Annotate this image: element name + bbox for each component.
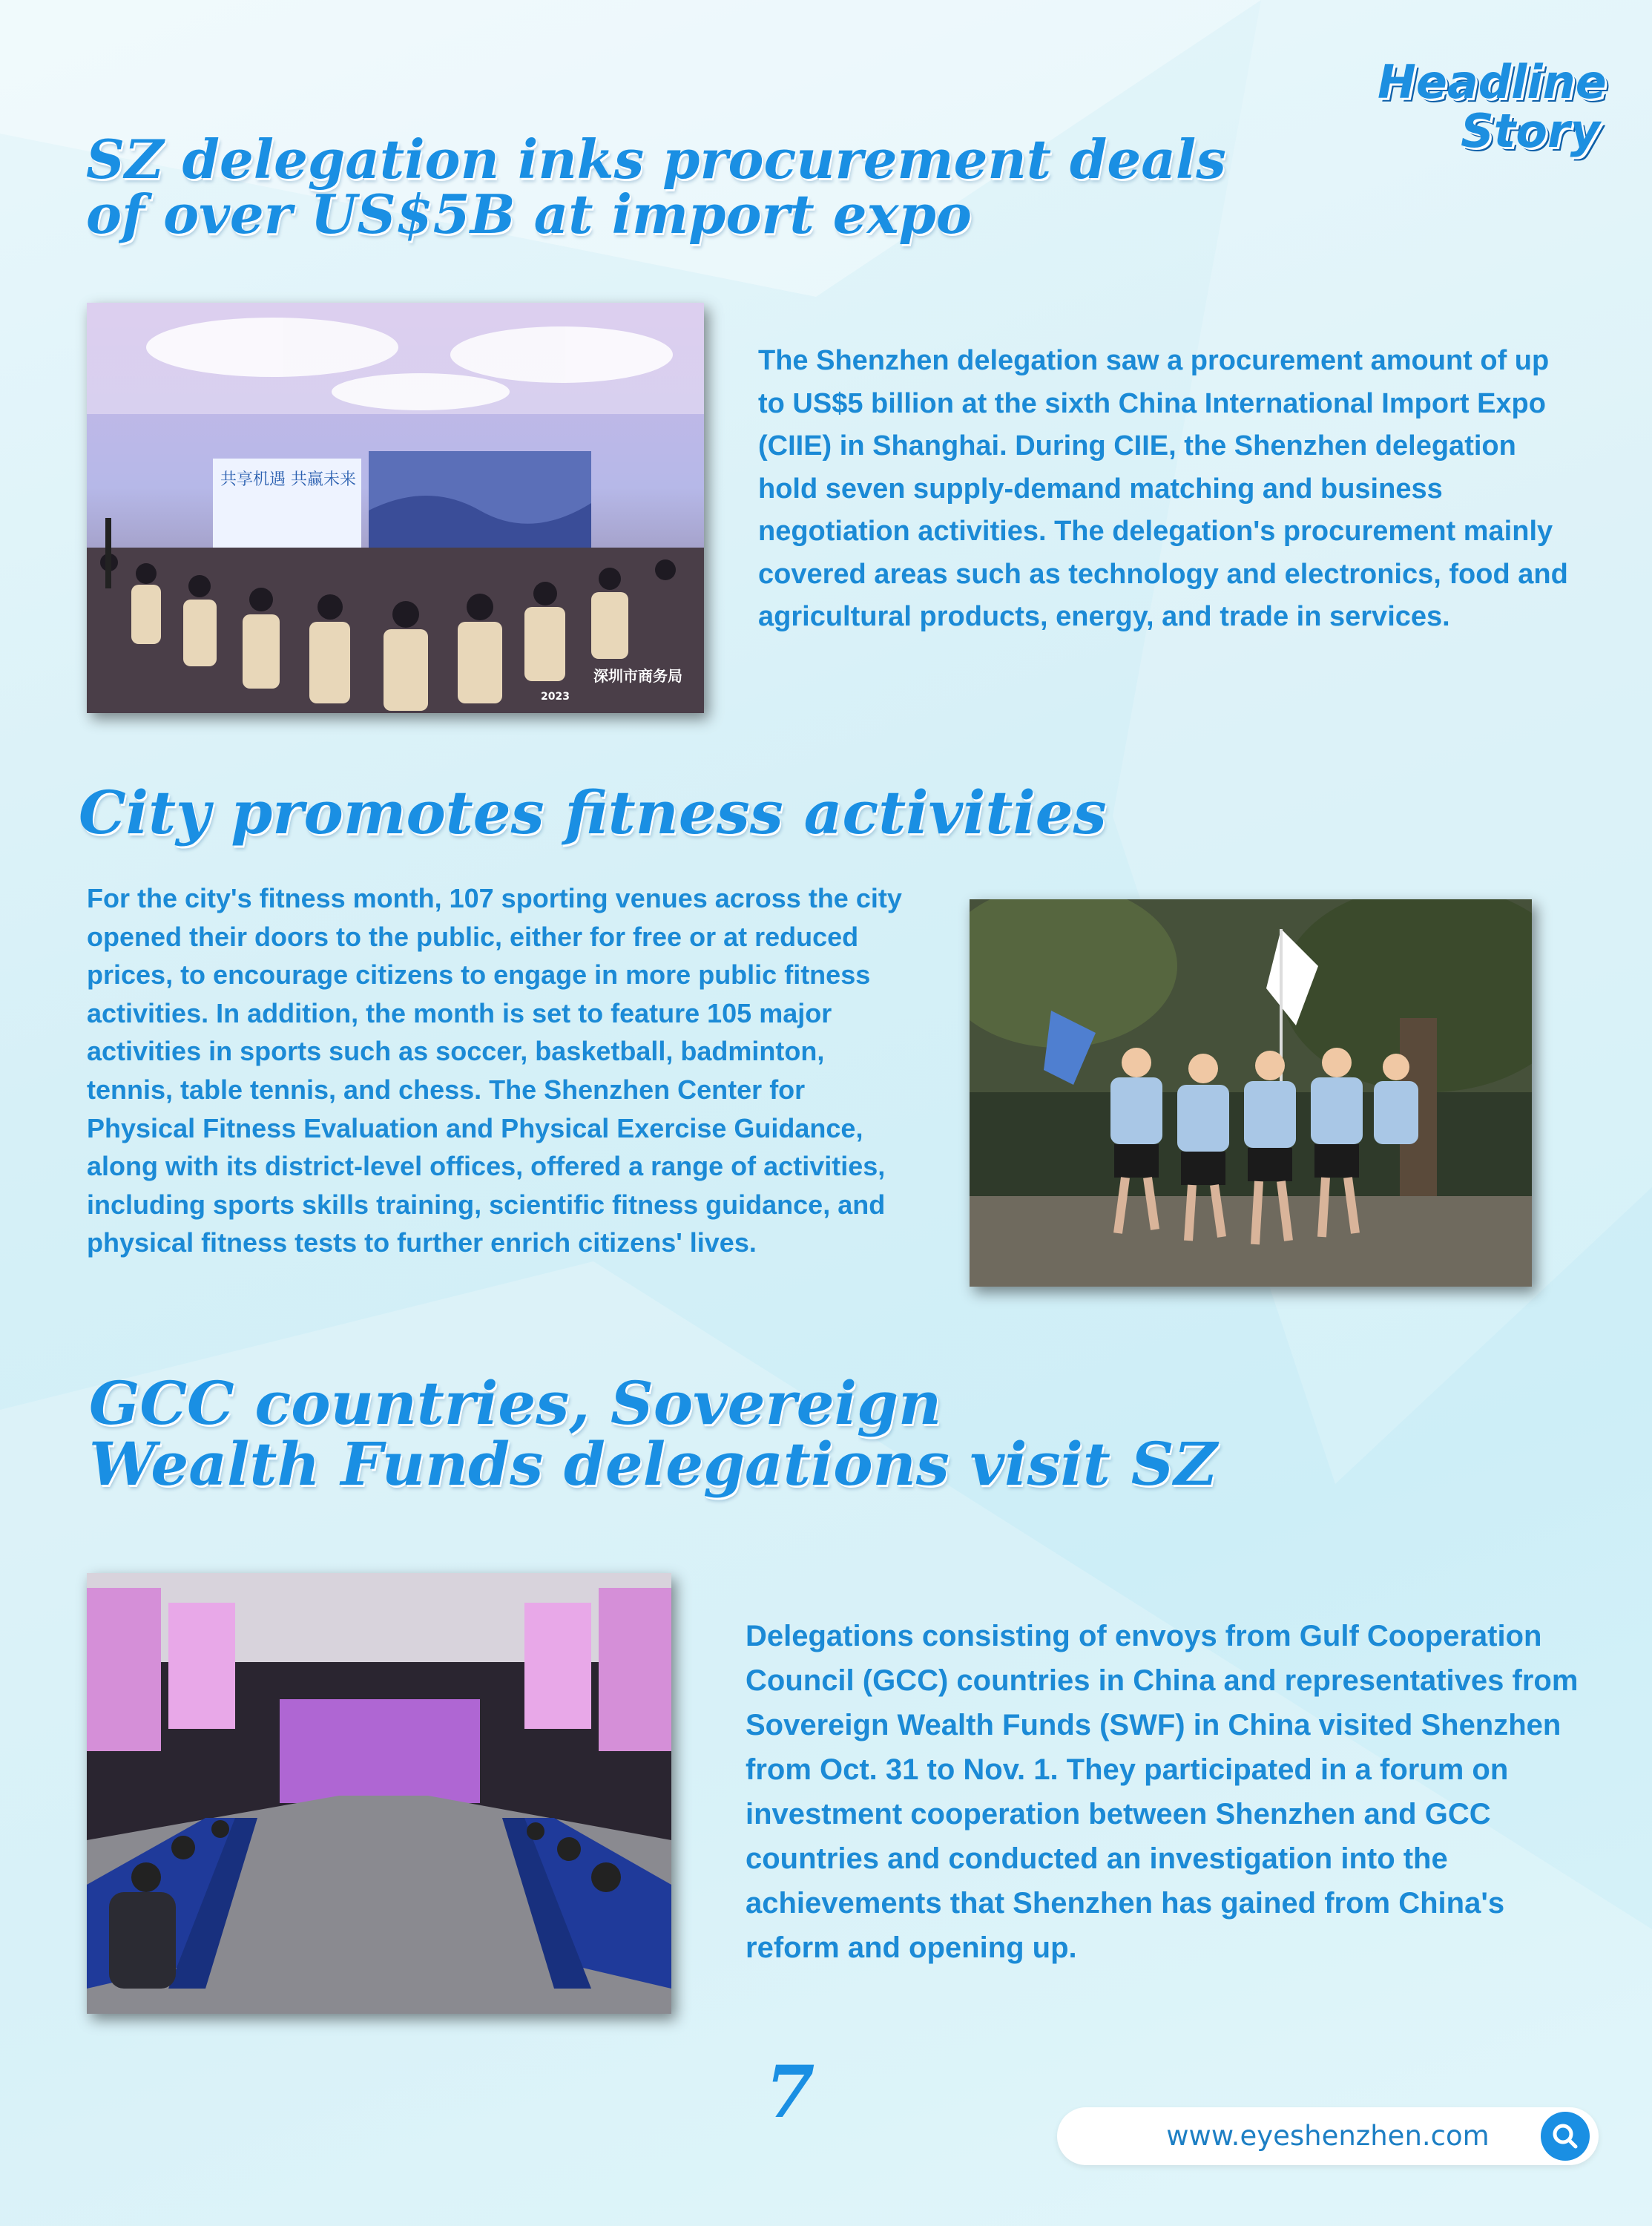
story-title-gcc <box>89 1368 1350 1499</box>
story-body-gcc: Delegations consisting of envoys from Gulf Cooperation Council (GCC) countries in China and representatives from Sovereign Wealth Funds (SWF) in China visited Shenzhen from Oct. 31 to Nov. 1. They participated in a forum on investment cooperation between Shenzhen and GCC countries and conducted an investigation into the achievements that Shenzhen has gained from China's reform and opening up. <box>746 1620 1579 1964</box>
title-line: SZ delegation inks procurement deals <box>86 128 1226 191</box>
gcc-meeting-photo <box>87 1573 671 2014</box>
expo-forum-photo <box>87 303 704 713</box>
expo-forum-illustration <box>87 303 704 713</box>
website-link[interactable] <box>1057 2107 1599 2165</box>
photo-logo-text: 深圳市商务局 <box>593 667 682 685</box>
runners-illustration <box>970 899 1532 1287</box>
section-tag-line: Headline <box>1378 55 1607 109</box>
title-line: GCC countries, Sovereign <box>89 1368 942 1438</box>
gcc-meeting-illustration <box>87 1573 671 2014</box>
title-line: of over US$5B at import expo <box>86 183 972 246</box>
photo-year-text: 2023 <box>541 691 570 703</box>
story-body-fitness: For the city's fitness month, 107 sporting venues across the city opened their doors to the public, either for free or at reduced prices, to encourage citizens to engage in more public fitness activities. In addition, the month is set to feature 105 major activities in sports such as soccer, basketball, badminton, tennis, table tennis, and chess. The Shenzhen Center for Physical Fitness Evaluation and Physical Exercise Guidance, along with its district-level offices, offered a range of activities, including sports skills training, scientific fitness guidance, and physical fitness tests to further enrich citizens' lives. <box>87 883 902 1258</box>
section-tag <box>1378 55 1607 158</box>
website-url[interactable]: www.eyeshenzhen.com <box>1166 2120 1490 2152</box>
story-body-procurement: The Shenzhen delegation saw a procurement amount of up to US$5 billion at the sixth China International Import Expo (CIIE) in Shanghai. During CIIE, the Shenzhen delegation hold seven supply-demand matching and business negotiation activities. The delegation's procurement mainly covered areas such as technology and electronics, food and agricultural products, energy, and trade in services. <box>758 345 1568 632</box>
runners-photo <box>970 899 1532 1287</box>
search-button[interactable] <box>1541 2112 1590 2161</box>
photo-banner-text: 共享机遇 共赢未来 <box>220 470 356 489</box>
page-number: 7 <box>765 2050 815 2134</box>
search-icon <box>1549 2120 1582 2153</box>
title-line: Wealth Funds delegations visit SZ <box>89 1429 1217 1499</box>
section-tag-line: Story <box>1461 104 1600 158</box>
story-title-procurement <box>86 128 1243 246</box>
story-title-fitness: City promotes fitness activities <box>79 778 1107 847</box>
